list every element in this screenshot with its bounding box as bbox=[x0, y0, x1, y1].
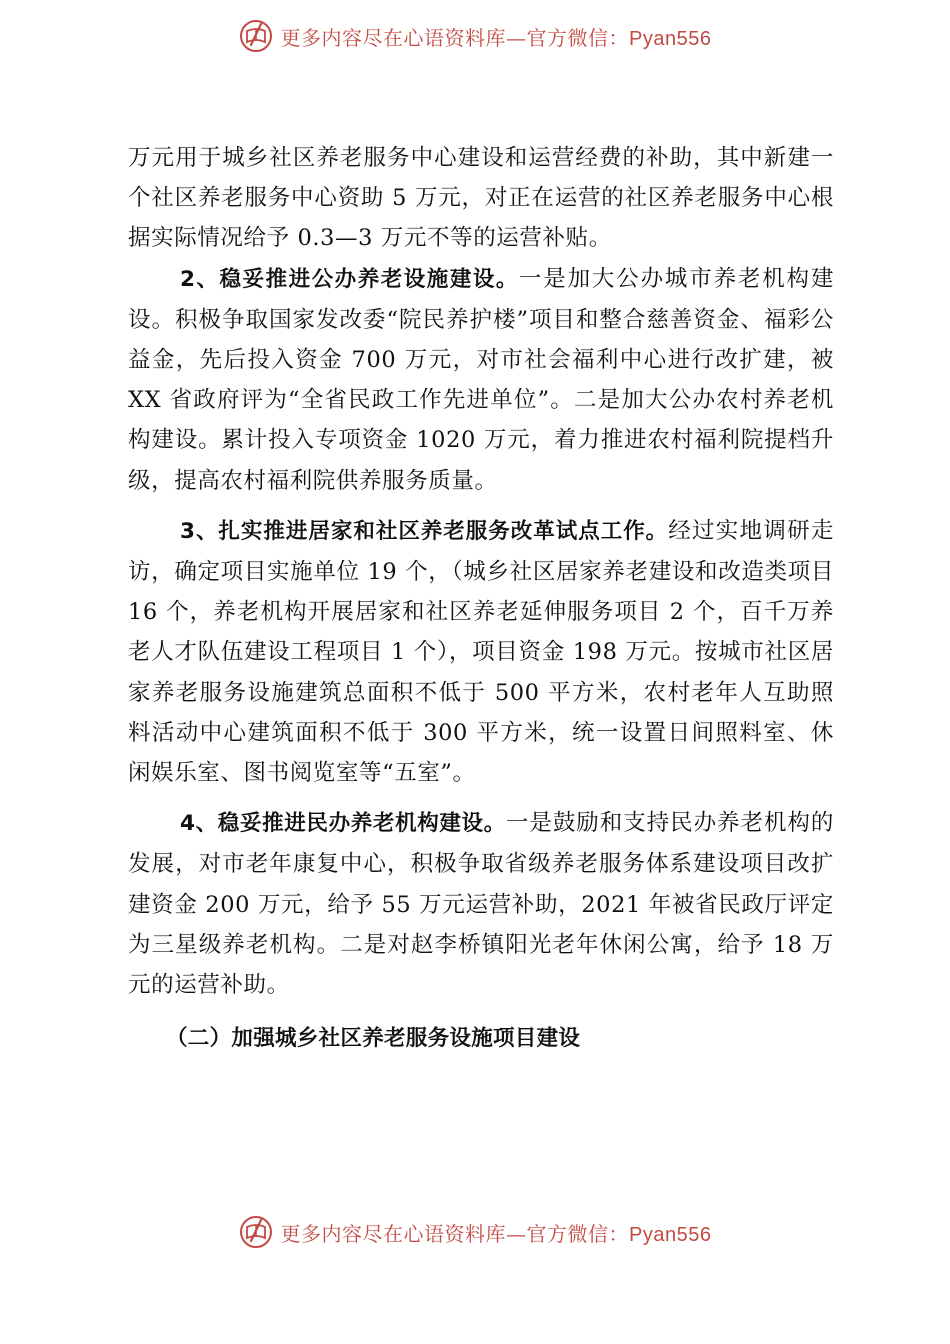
watermark-banner-bottom bbox=[0, 1212, 950, 1252]
heading-public-facilities: 2、稳妥推进公办养老设施建设。 bbox=[180, 266, 519, 292]
paragraph-public-facilities bbox=[128, 259, 834, 501]
book-quill-logo-icon bbox=[239, 19, 273, 53]
paragraph-pilot-reform bbox=[128, 511, 834, 793]
heading-private-institutions: 4、稳妥推进民办养老机构建设。 bbox=[180, 811, 506, 837]
book-quill-logo-icon bbox=[239, 1215, 273, 1249]
watermark-text-top: 更多内容尽在心语资料库—官方微信：Pyan556 bbox=[280, 25, 712, 50]
heading-pilot-reform: 3、扎实推进居家和社区养老服务改革试点工作。 bbox=[180, 518, 669, 544]
body-pilot-reform: 经过实地调研走访，确定项目实施单位 19 个，（城乡社区居家养老建设和改造类项目 16 个，养老机构开展居家和社区养老延伸服务项目 2 个，百千万养老人才队伍建设工程项目 1 个），项目资金 198 万元。按城市社区居家养老服务设施建筑总面积不低于 500 平方米，农村老年人互助照料活动中心建筑面积不低于 300 平方米，统一设置日间照料室、休闲娱乐室、图书阅览室等“五室”。 bbox=[128, 517, 835, 787]
body-private-institutions: 一是鼓励和支持民办养老机构的发展，对市老年康复中心，积极争取省级养老服务体系建设项目改扩建资金 200 万元，给予 55 万元运营补助，2021 年被省民政厅评定为三星级养老机构。二是对赵李桥镇阳光老年休闲公寓，给予 18 万元的运营补助。 bbox=[128, 810, 834, 999]
watermark-banner-top bbox=[0, 16, 950, 56]
body-public-facilities: 一是加大公办城市养老机构建设。积极争取国家发改委“院民养护楼”项目和整合慈善资金、福彩公益金，先后投入资金 700 万元，对市社会福利中心进行改扩建，被 XX 省政府评为“全省民政工作先进单位”。二是加大公办农村养老机构建设。累计投入专项资金 1020 万元，着力推进农村福利院提档升级，提高农村福利院供养服务质量。 bbox=[128, 265, 834, 494]
paragraph-private-institutions bbox=[128, 803, 834, 1005]
document-body bbox=[128, 138, 834, 1059]
paragraph-subsidy: 万元用于城乡社区养老服务中心建设和运营经费的补助，其中新建一个社区养老服务中心资助 5 万元，对正在运营的社区养老服务中心根据实际情况给予 0.3—3 万元不等的运营补贴。 bbox=[128, 145, 834, 252]
watermark-text-bottom: 更多内容尽在心语资料库—官方微信：Pyan556 bbox=[280, 1221, 712, 1246]
section-heading-two: （二）加强城乡社区养老服务设施项目建设 bbox=[166, 1026, 581, 1052]
